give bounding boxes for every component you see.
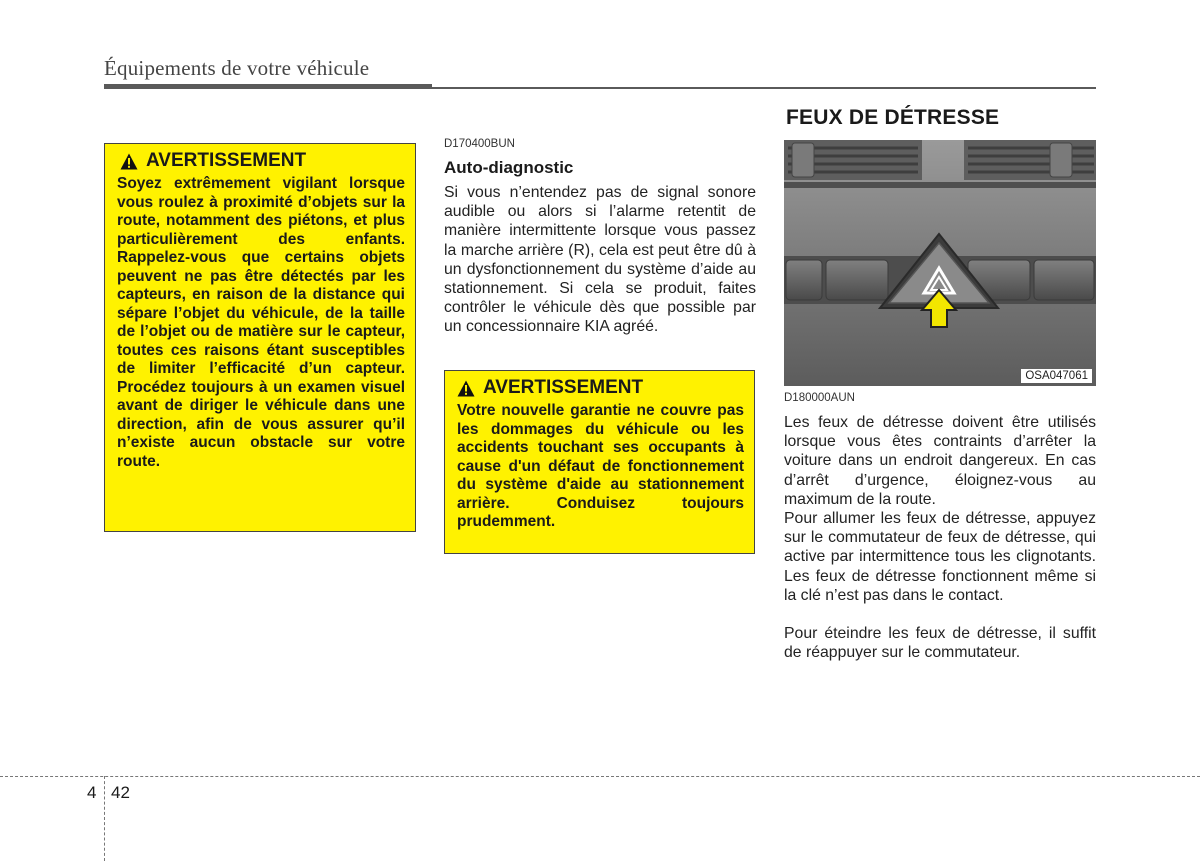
hazard-switch-photo [784, 140, 1096, 386]
warning-body: Soyez extrêmement vigilant lorsque vous roulez à proximité d’objets sur la route, notamment des piétons, et plus particulièrement des enfants. Rappelez-vous que certains objets peuvent ne pas être détectés par les capteurs, en raison de la distance qui sépare l’objet du véhicule, de la taille de l’objet ou de matière sur le capteur, toutes ces raisons étant susceptibles de limiter l’efficacité d’un capteur. Procédez toujours à un examen visuel avant de diriger le véhicule dans une direction, afin de vous assurer qu’il n’existe aucun obstacle sur votre route. [117, 175, 405, 470]
warning-title-text: AVERTISSEMENT [146, 150, 307, 171]
dashboard-illustration [784, 140, 1096, 386]
footer-dashed-rule [0, 776, 1200, 777]
header-rule-thin [432, 87, 1096, 89]
warning-title-text: AVERTISSEMENT [483, 377, 644, 398]
hazard-paragraph-1: Les feux de détresse doivent être utilisés lorsque vous êtes contraints d’arrêter la voiture dans un endroit dangereux. En cas d’arrêt d’urgence, éloignez-vous au maximum de la route. [784, 414, 1096, 508]
warning-title [457, 377, 744, 399]
warning-triangle-icon [457, 380, 475, 397]
warning-box-warranty [444, 370, 755, 554]
warning-triangle-icon [120, 153, 138, 170]
page-number: 42 [111, 783, 130, 802]
page-header-title: Équipements de votre véhicule [104, 56, 370, 80]
hazard-paragraph-2: Pour allumer les feux de détresse, appuyez sur le commutateur de feux de détresse, qui active par intermittence tous les clignotants. Les feux de détresse fonctionnent même si la clé n’est pas dans le contact. [784, 510, 1096, 604]
warning-body: Votre nouvelle garantie ne couvre pas les dommages du véhicule ou les accidents touchant ses occupants à cause d'un défaut de fonctionnement du système d'aide au stationnement arrière. Conduisez toujours prudemment. [457, 402, 744, 530]
chapter-number: 4 [87, 783, 97, 802]
image-code: OSA047061 [1021, 369, 1092, 383]
hazard-paragraph-3: Pour éteindre les feux de détresse, il suffit de réappuyer sur le commutateur. [784, 625, 1096, 662]
self-diagnostic-heading: Auto-diagnostic [444, 158, 574, 177]
footer-dashed-vertical-rule [104, 776, 105, 861]
self-diagnostic-text: Si vous n’entendez pas de signal sonore audible ou alors si l’alarme retentit de manière intermittente lorsque vous passez la marche arrière (R), cela est peut être dû à un dysfonctionnement du système d’aide au stationnement. Si cela se produit, faites contrôler le véhicule dès que possible par un concessionnaire KIA agréé. [444, 184, 756, 336]
hazard-section-title: FEUX DE DÉTRESSE [786, 106, 1000, 129]
header-rule-thick [104, 84, 432, 89]
section-code-self-diagnostic: D170400BUN [444, 138, 515, 150]
warning-title [120, 150, 405, 172]
section-code-hazard: D180000AUN [784, 392, 855, 404]
warning-box-parking-sensors [104, 143, 416, 532]
